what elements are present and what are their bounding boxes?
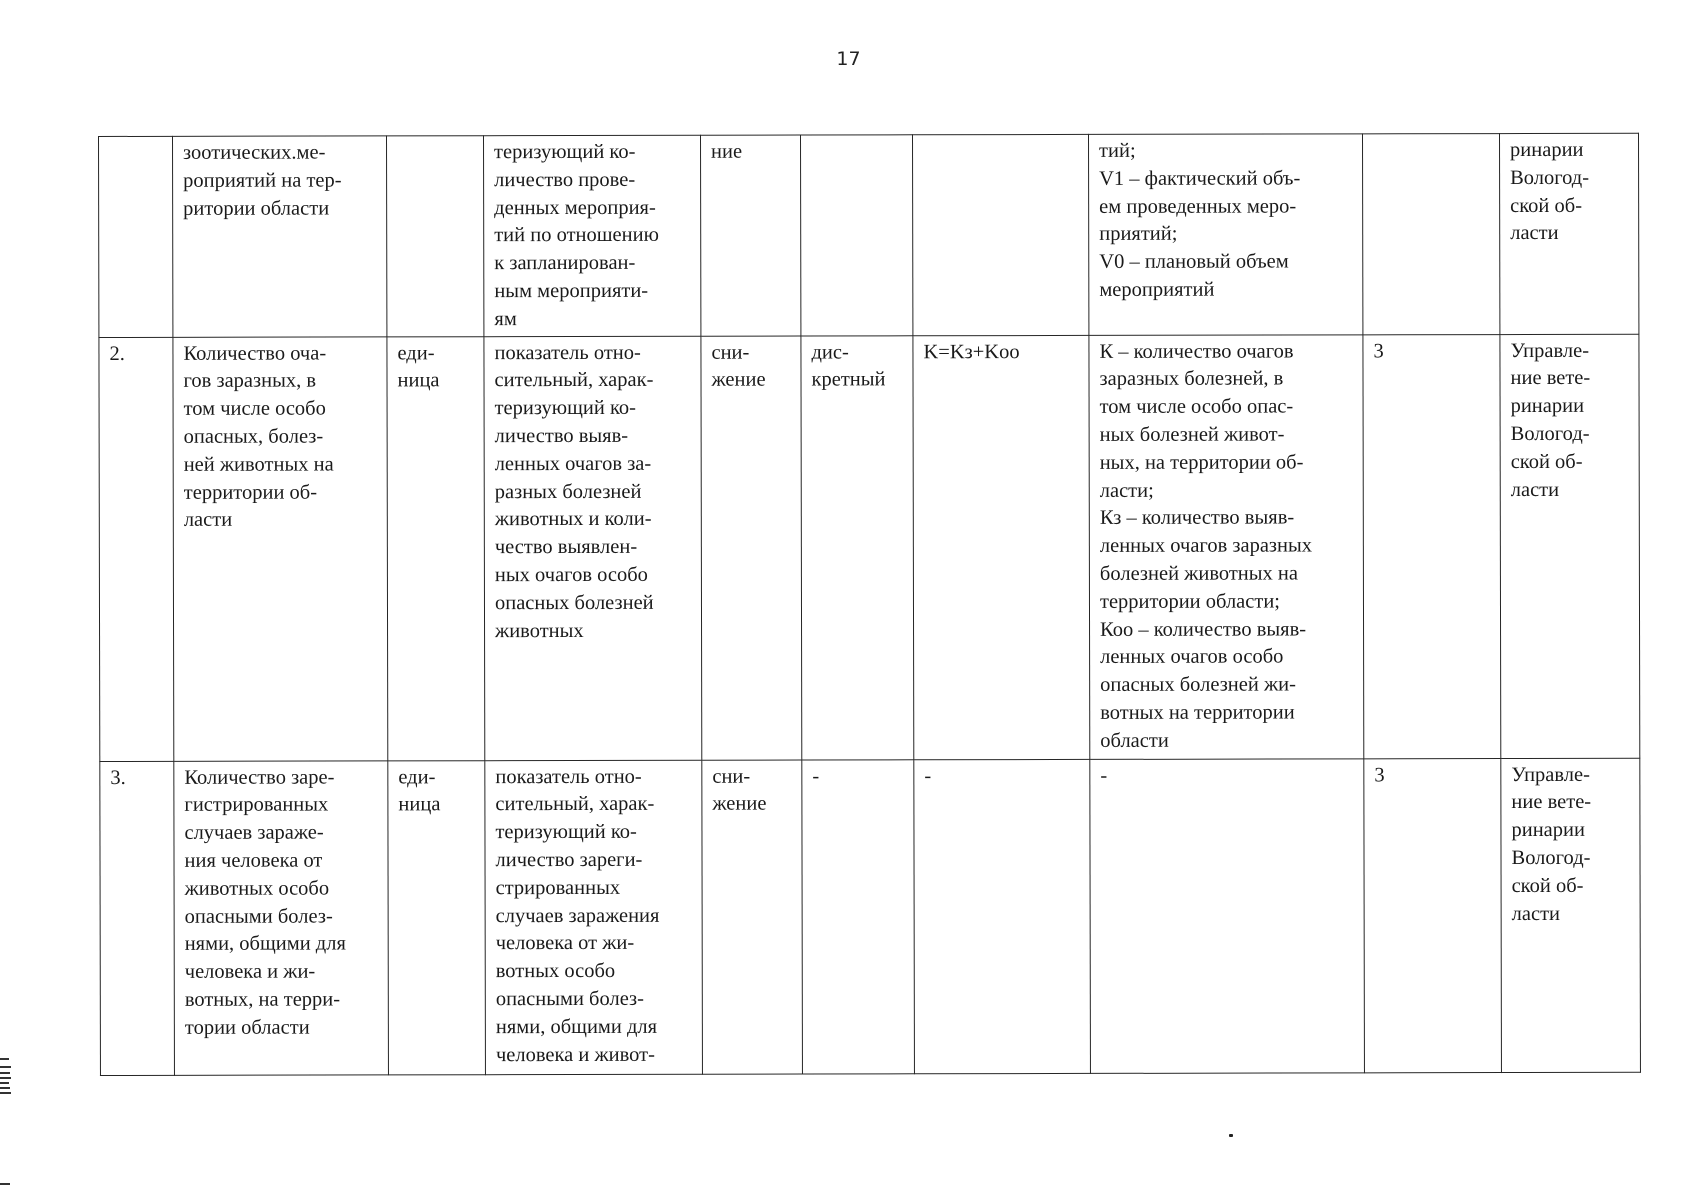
cell-unit xyxy=(387,336,485,760)
cell-text-line: еди- xyxy=(397,341,435,364)
cell-text-line: случаев зараже- xyxy=(184,821,324,844)
cell-text-line: ние вете- xyxy=(1511,791,1592,814)
cell-formula-explanation xyxy=(1090,758,1365,1073)
cell-text-line: тий; xyxy=(1099,139,1136,162)
cell-formula-explanation xyxy=(1089,334,1364,759)
cell-responsible-body xyxy=(1501,758,1641,1072)
cell-text-line: территории об- xyxy=(183,481,318,504)
cell-number xyxy=(99,136,173,337)
cell-text-line: человека и жи- xyxy=(184,960,316,983)
cell-indicator-name xyxy=(174,760,389,1074)
cell-text-line: вотных на территории xyxy=(1100,701,1295,724)
cell-text-line: человека от жи- xyxy=(495,932,635,955)
cell-text-line: ленных очагов за- xyxy=(494,452,652,475)
cell-text-line: вотных, на терри- xyxy=(184,988,341,1011)
cell-text-line: нями, общими для xyxy=(495,1015,658,1038)
cell-text-line: K=Kз+Koo xyxy=(923,340,1020,363)
cell-text-line: показатель отно- xyxy=(495,765,642,788)
cell-text-line: опасных болезней жи- xyxy=(1100,673,1296,697)
cell-text-line: 2. xyxy=(109,342,125,365)
cell-text-line: сни- xyxy=(711,341,750,364)
cell-text-line: ем проведенных меро- xyxy=(1099,195,1297,218)
cell-dynamics xyxy=(701,336,802,760)
table-row xyxy=(100,758,1641,1075)
cell-text-line: Управле- xyxy=(1511,763,1590,786)
cell-text-line: том числе особо xyxy=(183,397,326,420)
cell-text-line: болезней животных на xyxy=(1099,562,1299,585)
cell-formula-explanation xyxy=(1088,134,1362,335)
cell-text-line: ленных очагов заразных xyxy=(1099,534,1313,558)
cell-text-line: тории области xyxy=(184,1016,310,1039)
cell-indicator-description xyxy=(485,760,703,1074)
cell-responsible-body xyxy=(1500,334,1640,758)
cell-text-line: денных мероприя- xyxy=(494,196,656,219)
cell-indicator-description xyxy=(484,336,702,760)
cell-text-line: ленных очагов особо xyxy=(1100,645,1284,669)
cell-text-line: животных и коли- xyxy=(494,508,652,531)
cell-formula xyxy=(913,335,1090,759)
cell-text-line: Управле- xyxy=(1510,339,1590,362)
cell-text-line: ритории области xyxy=(183,197,330,220)
cell-responsible-body xyxy=(1499,133,1638,334)
cell-text-line: чество выявлен- xyxy=(494,536,638,559)
cell-formula xyxy=(912,134,1088,335)
cell-text-line: ных очагов особо xyxy=(494,563,648,587)
page-number: 17 xyxy=(836,48,861,70)
cell-text-line: личество прове- xyxy=(494,168,636,191)
cell-text-line: зоотических.ме- xyxy=(183,141,326,164)
cell-text-line: личество зареги- xyxy=(495,848,643,872)
cell-text-line: теризующий ко- xyxy=(494,140,636,164)
cell-text-line: Количество оча- xyxy=(183,342,327,365)
cell-indicator-description xyxy=(484,135,701,336)
cell-text-line: ям xyxy=(494,307,517,330)
cell-text-line: человека и живот- xyxy=(495,1043,655,1066)
cell-text-line: ние вете- xyxy=(1510,367,1591,390)
cell-text-line: ласти xyxy=(1510,478,1560,501)
cell-text-line: сни- xyxy=(712,765,751,788)
cell-text-line: ным мероприяти- xyxy=(494,279,649,303)
cell-text-line: приятий; xyxy=(1099,223,1178,246)
cell-text-line: ния человека от xyxy=(184,849,323,872)
cell-text-line: 3 xyxy=(1373,339,1384,362)
cell-indicator-type xyxy=(801,335,914,759)
cell-formula xyxy=(914,759,1091,1073)
cell-text-line: сительный, харак- xyxy=(495,793,655,816)
cell-text-line: Вологод- xyxy=(1510,166,1590,189)
indicators-table xyxy=(98,133,1641,1076)
cell-text-line: Вологод- xyxy=(1511,846,1591,870)
table-row xyxy=(99,133,1639,337)
cell-text-line: области xyxy=(1100,729,1169,752)
cell-text-line: сительный, харак- xyxy=(494,369,654,392)
cell-text-line: стрированных xyxy=(495,876,621,899)
cell-text-line: ринарии xyxy=(1510,138,1584,162)
cell-text-line: 3. xyxy=(110,766,126,789)
cell-text-line: ных, на территории об- xyxy=(1099,451,1304,474)
cell-text-line: ница xyxy=(397,369,440,392)
cell-text-line: ринарии xyxy=(1511,819,1585,842)
cell-text-line: животных особо xyxy=(184,877,330,900)
cell-text-line: 3 xyxy=(1374,763,1385,786)
cell-text-line: теризующий ко- xyxy=(494,397,636,420)
cell-text-line: ласти; xyxy=(1099,479,1154,502)
cell-text-line: заразных болезней, в xyxy=(1099,367,1284,391)
cell-text-line: показатель отно- xyxy=(494,341,641,364)
cell-text-line: опасных, болез- xyxy=(183,425,324,448)
cell-text-line: - xyxy=(924,764,932,787)
cell-text-line: ней животных на xyxy=(183,453,334,476)
scan-dot xyxy=(1229,1134,1233,1137)
cell-text-line: ных болезней живот- xyxy=(1099,423,1285,446)
cell-text-line: жение xyxy=(711,368,766,392)
cell-text-line: тий по отношению xyxy=(494,224,659,247)
cell-value xyxy=(1362,134,1499,335)
cell-text-line: гистрированных xyxy=(184,793,329,817)
cell-text-line: жение xyxy=(712,792,767,816)
cell-text-line: Кз – количество выяв- xyxy=(1099,506,1295,530)
cell-text-line: разных болезней xyxy=(494,480,642,503)
cell-text-line: вотных особо xyxy=(495,960,616,983)
cell-text-line: К – количество очагов xyxy=(1099,340,1294,363)
cell-value xyxy=(1364,758,1502,1072)
cell-text-line: Коо – количество выяв- xyxy=(1100,618,1307,641)
cell-text-line: - xyxy=(812,765,820,788)
cell-dynamics xyxy=(702,760,803,1074)
cell-text-line: ласти xyxy=(183,509,233,532)
cell-text-line: ринарии xyxy=(1510,395,1585,418)
cell-text-line: ние xyxy=(711,140,743,163)
cell-indicator-name xyxy=(173,136,387,337)
cell-text-line: V0 – плановый объем xyxy=(1099,250,1289,274)
cell-text-line: опасными болез- xyxy=(184,905,333,928)
cell-dynamics xyxy=(700,135,800,336)
cell-text-line: том числе особо опас- xyxy=(1099,395,1294,419)
cell-text-line: опасных болезней xyxy=(494,591,654,614)
cell-text-line: теризующий ко- xyxy=(495,821,637,844)
cell-number xyxy=(99,337,174,761)
cell-text-line: ница xyxy=(398,793,441,816)
cell-unit xyxy=(388,760,486,1074)
cell-text-line: животных xyxy=(495,619,584,642)
cell-text-line: дис- xyxy=(811,341,849,364)
cell-text-line: личество выяв- xyxy=(494,424,629,448)
cell-value xyxy=(1363,334,1501,758)
cell-text-line: - xyxy=(1100,764,1108,787)
cell-text-line: ской об- xyxy=(1511,874,1584,897)
cell-text-line: кретный xyxy=(811,368,886,391)
cell-text-line: к запланирован- xyxy=(494,252,636,275)
cell-indicator-type xyxy=(800,135,912,336)
cell-number xyxy=(100,761,175,1075)
cell-text-line: ласти xyxy=(1510,222,1559,245)
cell-text-line: Вологод- xyxy=(1510,422,1590,446)
cell-text-line: роприятий на тер- xyxy=(183,169,342,192)
cell-text-line: V1 – фактический объ- xyxy=(1099,167,1301,190)
cell-indicator-name xyxy=(173,336,388,760)
cell-text-line: мероприятий xyxy=(1099,278,1215,301)
table-row xyxy=(99,334,1640,761)
cell-text-line: случаев заражения xyxy=(495,904,660,927)
cell-indicator-type xyxy=(802,759,915,1073)
cell-text-line: Количество заре- xyxy=(184,766,335,789)
cell-text-line: территории области; xyxy=(1099,590,1281,613)
cell-text-line: гов заразных, в xyxy=(183,369,317,393)
cell-text-line: нями, общими для xyxy=(184,932,346,956)
cell-text-line: ской об- xyxy=(1510,450,1583,473)
cell-unit xyxy=(387,136,484,337)
cell-text-line: опасными болез- xyxy=(495,987,644,1011)
cell-text-line: еди- xyxy=(398,765,436,788)
cell-text-line: ской об- xyxy=(1510,194,1583,217)
cell-text-line: ласти xyxy=(1511,902,1561,925)
